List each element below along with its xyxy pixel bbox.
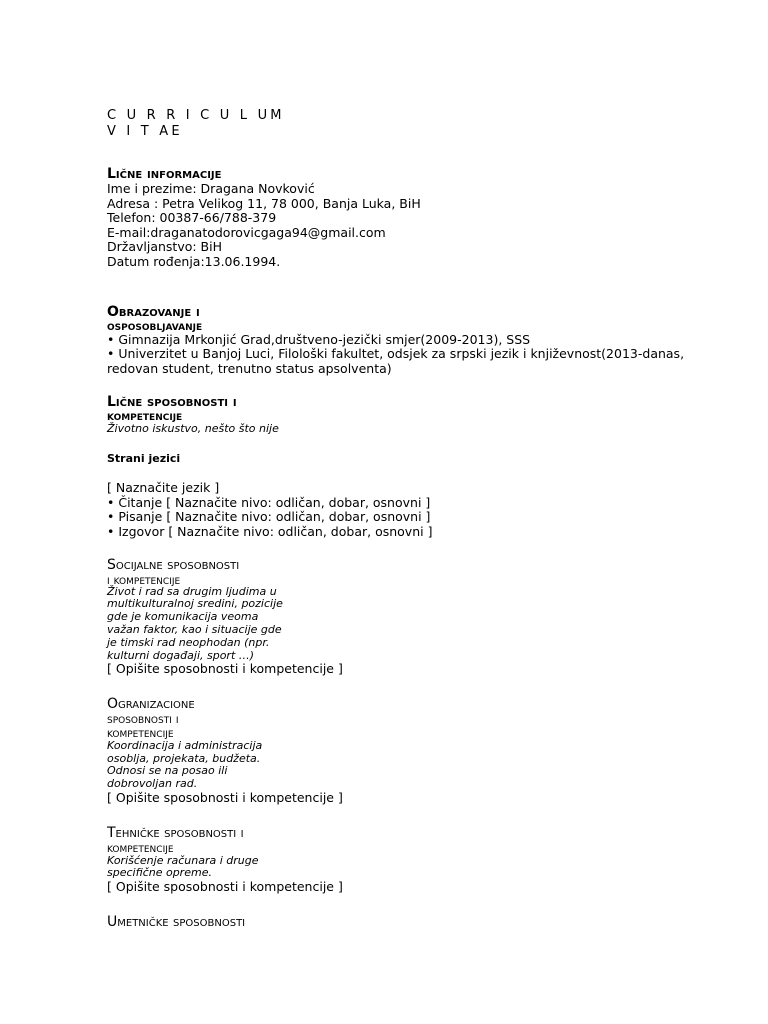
personal-email: E-mail:draganatodorovicgaga94@gmail.com <box>107 224 386 240</box>
language-reading: • Čitanje [ Naznačite nivo: odličan, dobar, osnovni ] <box>107 494 431 510</box>
section-technical <box>107 826 727 895</box>
social-desc-2: multikulturalnoj sredini, pozicije <box>107 597 283 611</box>
personal-address: Adresa : Petra Velikog 11, 78 000, Banja Luka, BiH <box>107 195 421 211</box>
organizational-desc-3: Odnosi se na posao ili <box>107 764 228 778</box>
document-title <box>107 108 727 140</box>
section-heading-social: Socijalne sposobnosti <box>107 556 240 573</box>
section-heading-organizational: Ogranizacione <box>107 695 195 712</box>
social-desc-1: Život i rad sa drugim ljudima u <box>107 584 277 598</box>
technical-desc-2: specifične opreme. <box>107 866 212 880</box>
language-name: [ Naznačite jezik ] <box>107 480 220 496</box>
education-item-2: • Univerzitet u Banjoj Luci, Filološki fakultet, odsjek za srpski jezik i književnost(2013-danas, <box>107 346 685 362</box>
social-desc-3: gde je komunikacija veoma <box>107 610 259 624</box>
organizational-desc-1: Koordinacija i administracija <box>107 738 263 752</box>
personal-birthdate: Datum rođenja:13.06.1994. <box>107 253 281 269</box>
social-desc-6: kulturni događaji, sport …) <box>107 648 255 662</box>
section-heading-technical-2: kompetencije <box>107 839 174 855</box>
section-education <box>107 304 727 377</box>
education-item-1: • Gimnazija Mrkonjić Grad,društveno-jezički smjer(2009-2013), SSS <box>107 331 531 347</box>
organizational-desc-4: dobrovoljan rad. <box>107 777 198 791</box>
social-desc-4: važan faktor, kao i situacije gde <box>107 622 282 636</box>
personal-citizenship: Državljanstvo: BiH <box>107 239 223 255</box>
section-social <box>107 558 727 677</box>
personal-phone: Telefon: 00387-66/788-379 <box>107 210 277 226</box>
section-heading-competences-2: kompetencije <box>107 409 183 425</box>
section-heading-personal: Lične informacije <box>107 166 222 182</box>
title-line-2: V I T AE <box>107 124 183 139</box>
section-heading-education: Obrazovanje i <box>107 303 200 320</box>
section-heading-competences: Lične sposobnosti i <box>107 394 237 411</box>
section-heading-organizational-2: sposobnosti i <box>107 710 179 726</box>
education-item-2-cont: redovan student, trenutno status apsolventa) <box>107 360 392 376</box>
technical-placeholder: [ Opišite sposobnosti i kompetencije ] <box>107 879 343 895</box>
personal-name: Ime i prezime: Dragana Novković <box>107 181 315 196</box>
cv-document <box>107 108 727 930</box>
section-artistic <box>107 915 727 930</box>
section-heading-technical: Tehničke sposobnosti i <box>107 824 244 841</box>
section-organizational <box>107 697 727 806</box>
technical-desc-1: Korišćenje računara i druge <box>107 853 259 867</box>
section-heading-artistic: Umetničke sposobnosti <box>107 913 246 930</box>
title-line-1: C U R R I C U L UM <box>107 108 285 123</box>
section-heading-social-2: i kompetencije <box>107 571 181 587</box>
organizational-desc-2: osoblja, projekata, budžeta. <box>107 751 261 765</box>
social-placeholder: [ Opišite sposobnosti i kompetencije ] <box>107 661 343 677</box>
social-desc-5: je timski rad neophodan (npr. <box>107 635 270 649</box>
language-speaking: • Izgovor [ Naznačite nivo: odličan, dobar, osnovni ] <box>107 523 433 539</box>
language-writing: • Pisanje [ Naznačite nivo: odličan, dobar, osnovni ] <box>107 509 431 525</box>
section-heading-education-2: osposobljavanje <box>107 318 203 334</box>
section-competences <box>107 394 727 539</box>
competences-note: Životno iskustvo, nešto što nije <box>107 422 279 436</box>
organizational-placeholder: [ Opišite sposobnosti i kompetencije ] <box>107 790 343 806</box>
section-personal-info <box>107 166 727 270</box>
section-heading-organizational-3: kompetencije <box>107 724 174 740</box>
languages-label: Strani jezici <box>107 452 181 466</box>
